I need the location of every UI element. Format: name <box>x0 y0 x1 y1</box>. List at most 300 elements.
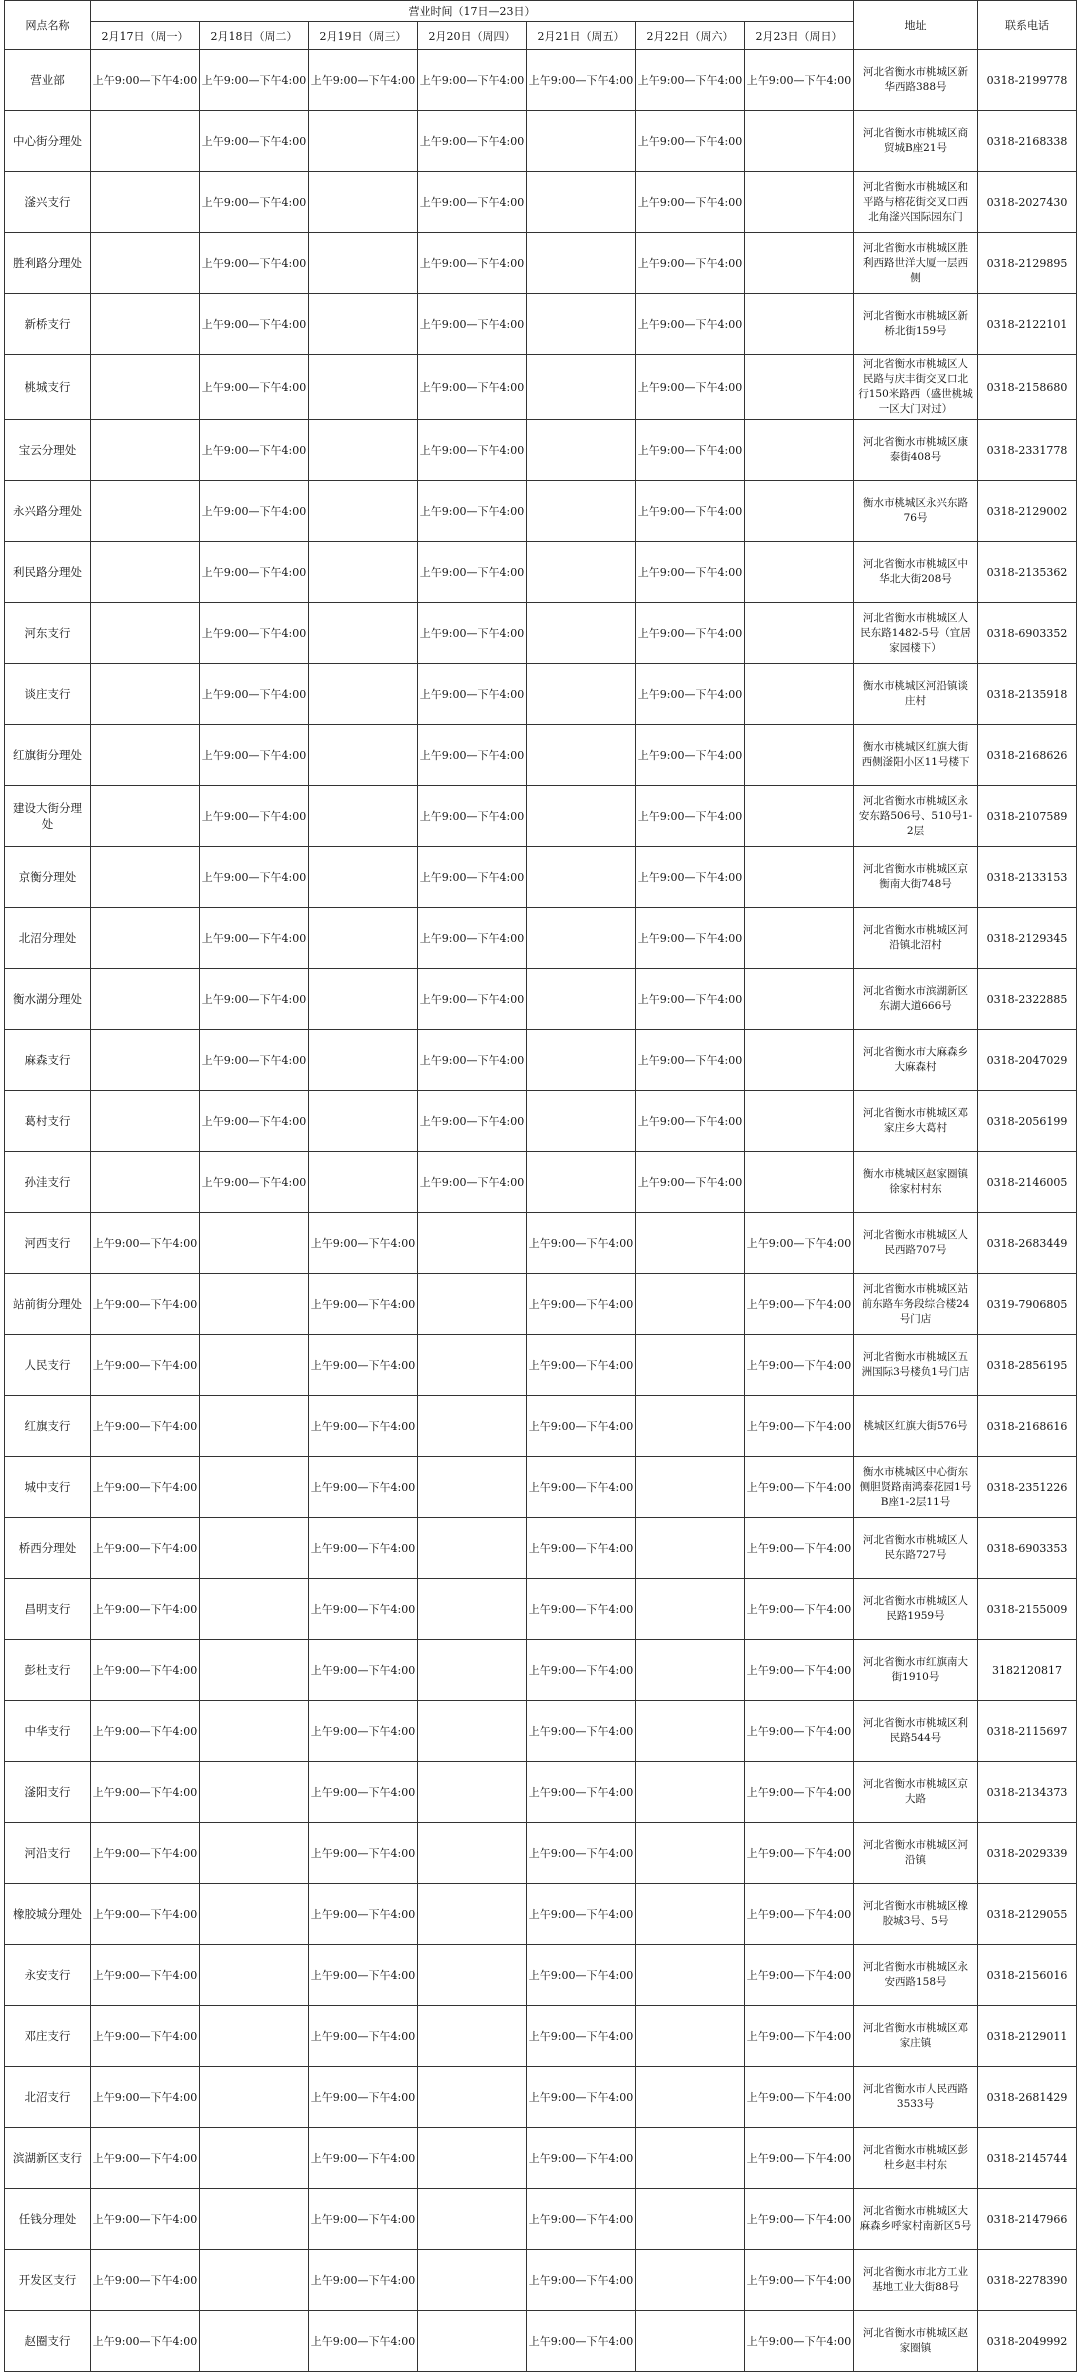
closed-cell <box>418 1579 527 1640</box>
branch-address: 衡水市桃城区赵家圈镇徐家村村东 <box>854 1152 978 1213</box>
hours-cell: 上午9:00—下午4:00 <box>745 1335 854 1396</box>
closed-cell <box>527 786 636 847</box>
table-body <box>5 50 1077 2372</box>
hours-cell: 上午9:00—下午4:00 <box>745 2006 854 2067</box>
hours-cell: 上午9:00—下午4:00 <box>91 2128 200 2189</box>
hours-cell: 上午9:00—下午4:00 <box>200 481 309 542</box>
branch-phone: 0318-2134373 <box>978 1762 1077 1823</box>
closed-cell <box>636 2250 745 2311</box>
closed-cell <box>91 1091 200 1152</box>
branch-name: 中心街分理处 <box>5 111 91 172</box>
closed-cell <box>418 1884 527 1945</box>
closed-cell <box>418 2006 527 2067</box>
day-header-5: 2月21日（周五） <box>527 22 636 50</box>
table-row <box>5 908 1077 969</box>
closed-cell <box>418 1640 527 1701</box>
branch-name: 红旗支行 <box>5 1396 91 1457</box>
closed-cell <box>527 1091 636 1152</box>
hours-cell: 上午9:00—下午4:00 <box>527 1518 636 1579</box>
hours-cell: 上午9:00—下午4:00 <box>745 1945 854 2006</box>
hours-cell: 上午9:00—下午4:00 <box>527 1213 636 1274</box>
closed-cell <box>200 1701 309 1762</box>
hours-cell: 上午9:00—下午4:00 <box>527 1579 636 1640</box>
hours-cell: 上午9:00—下午4:00 <box>200 294 309 355</box>
branch-phone: 0318-2107589 <box>978 786 1077 847</box>
table-row <box>5 172 1077 233</box>
closed-cell <box>527 664 636 725</box>
branch-phone: 0318-2029339 <box>978 1823 1077 1884</box>
branch-phone: 0318-2115697 <box>978 1701 1077 1762</box>
hours-cell: 上午9:00—下午4:00 <box>527 1396 636 1457</box>
branch-name: 胜利路分理处 <box>5 233 91 294</box>
hours-cell: 上午9:00—下午4:00 <box>309 2311 418 2372</box>
hours-cell: 上午9:00—下午4:00 <box>745 1518 854 1579</box>
hours-cell: 上午9:00—下午4:00 <box>91 1274 200 1335</box>
closed-cell <box>91 172 200 233</box>
closed-cell <box>745 111 854 172</box>
hours-cell: 上午9:00—下午4:00 <box>418 847 527 908</box>
branch-name: 永安支行 <box>5 1945 91 2006</box>
hours-cell: 上午9:00—下午4:00 <box>200 725 309 786</box>
table-row <box>5 1457 1077 1518</box>
table-row <box>5 111 1077 172</box>
closed-cell <box>527 294 636 355</box>
closed-cell <box>91 664 200 725</box>
hours-cell: 上午9:00—下午4:00 <box>91 2189 200 2250</box>
table-row <box>5 847 1077 908</box>
closed-cell <box>527 172 636 233</box>
branch-address: 河北省衡水市桃城区京大路 <box>854 1762 978 1823</box>
closed-cell <box>418 1945 527 2006</box>
branch-name: 衡水湖分理处 <box>5 969 91 1030</box>
branch-address: 河北省衡水市红旗南大街1910号 <box>854 1640 978 1701</box>
hours-group-header: 营业时间（17日—23日） <box>91 1 854 22</box>
hours-cell: 上午9:00—下午4:00 <box>309 1762 418 1823</box>
schedule-sheet <box>4 0 1076 2354</box>
closed-cell <box>636 1945 745 2006</box>
table-row <box>5 2311 1077 2372</box>
closed-cell <box>91 603 200 664</box>
hours-cell: 上午9:00—下午4:00 <box>200 1091 309 1152</box>
closed-cell <box>745 1152 854 1213</box>
branch-name: 建设大街分理处 <box>5 786 91 847</box>
branch-name: 邓庄支行 <box>5 2006 91 2067</box>
hours-cell: 上午9:00—下午4:00 <box>745 1640 854 1701</box>
closed-cell <box>309 1152 418 1213</box>
branch-phone: 0318-6903352 <box>978 603 1077 664</box>
branch-phone: 0318-2129011 <box>978 2006 1077 2067</box>
table-row <box>5 1396 1077 1457</box>
closed-cell <box>527 111 636 172</box>
closed-cell <box>309 1030 418 1091</box>
closed-cell <box>745 603 854 664</box>
hours-cell: 上午9:00—下午4:00 <box>418 111 527 172</box>
hours-cell: 上午9:00—下午4:00 <box>527 2128 636 2189</box>
hours-cell: 上午9:00—下午4:00 <box>309 1274 418 1335</box>
branch-phone: 0318-2156016 <box>978 1945 1077 2006</box>
hours-cell: 上午9:00—下午4:00 <box>91 1579 200 1640</box>
table-row <box>5 294 1077 355</box>
hours-cell: 上午9:00—下午4:00 <box>200 786 309 847</box>
closed-cell <box>745 786 854 847</box>
branch-phone: 3182120817 <box>978 1640 1077 1701</box>
closed-cell <box>91 969 200 1030</box>
closed-cell <box>309 664 418 725</box>
closed-cell <box>636 1762 745 1823</box>
branch-address: 河北省衡水市桃城区新华西路388号 <box>854 50 978 111</box>
closed-cell <box>418 1762 527 1823</box>
hours-cell: 上午9:00—下午4:00 <box>200 50 309 111</box>
branch-name: 谈庄支行 <box>5 664 91 725</box>
closed-cell <box>418 1396 527 1457</box>
hours-cell: 上午9:00—下午4:00 <box>418 233 527 294</box>
branch-name: 新桥支行 <box>5 294 91 355</box>
branch-name: 开发区支行 <box>5 2250 91 2311</box>
hours-cell: 上午9:00—下午4:00 <box>527 1945 636 2006</box>
hours-cell: 上午9:00—下午4:00 <box>636 664 745 725</box>
hours-cell: 上午9:00—下午4:00 <box>91 1701 200 1762</box>
hours-cell: 上午9:00—下午4:00 <box>636 1152 745 1213</box>
table-row <box>5 1213 1077 1274</box>
table-row <box>5 1518 1077 1579</box>
closed-cell <box>636 2311 745 2372</box>
closed-cell <box>745 725 854 786</box>
branch-address: 河北省衡水市人民西路3533号 <box>854 2067 978 2128</box>
hours-cell: 上午9:00—下午4:00 <box>745 1762 854 1823</box>
hours-cell: 上午9:00—下午4:00 <box>636 542 745 603</box>
hours-cell: 上午9:00—下午4:00 <box>418 481 527 542</box>
closed-cell <box>527 1030 636 1091</box>
hours-cell: 上午9:00—下午4:00 <box>418 1091 527 1152</box>
hours-cell: 上午9:00—下午4:00 <box>91 1823 200 1884</box>
hours-cell: 上午9:00—下午4:00 <box>745 1396 854 1457</box>
branch-phone: 0318-2056199 <box>978 1091 1077 1152</box>
hours-cell: 上午9:00—下午4:00 <box>91 1640 200 1701</box>
branch-address: 河北省衡水市桃城区人民路1959号 <box>854 1579 978 1640</box>
closed-cell <box>200 1884 309 1945</box>
hours-cell: 上午9:00—下午4:00 <box>309 2006 418 2067</box>
branch-name: 红旗街分理处 <box>5 725 91 786</box>
branch-name: 滨湖新区支行 <box>5 2128 91 2189</box>
hours-cell: 上午9:00—下午4:00 <box>418 725 527 786</box>
hours-cell: 上午9:00—下午4:00 <box>527 2250 636 2311</box>
hours-cell: 上午9:00—下午4:00 <box>745 2311 854 2372</box>
phone-header: 联系电话 <box>978 1 1077 50</box>
hours-cell: 上午9:00—下午4:00 <box>418 294 527 355</box>
closed-cell <box>309 786 418 847</box>
branch-address: 河北省衡水市桃城区橡胶城3号、5号 <box>854 1884 978 1945</box>
hours-cell: 上午9:00—下午4:00 <box>636 111 745 172</box>
closed-cell <box>91 481 200 542</box>
branch-phone: 0318-2278390 <box>978 2250 1077 2311</box>
hours-cell: 上午9:00—下午4:00 <box>200 664 309 725</box>
hours-cell: 上午9:00—下午4:00 <box>91 1335 200 1396</box>
header-row-top <box>5 1 1077 22</box>
branch-phone: 0318-2129345 <box>978 908 1077 969</box>
day-header-4: 2月20日（周四） <box>418 22 527 50</box>
closed-cell <box>309 420 418 481</box>
hours-cell: 上午9:00—下午4:00 <box>91 1762 200 1823</box>
closed-cell <box>309 725 418 786</box>
closed-cell <box>200 2067 309 2128</box>
branch-phone: 0318-2158680 <box>978 355 1077 420</box>
branch-address: 河北省衡水市桃城区新桥北街159号 <box>854 294 978 355</box>
table-row <box>5 786 1077 847</box>
branch-name: 麻森支行 <box>5 1030 91 1091</box>
hours-cell: 上午9:00—下午4:00 <box>636 725 745 786</box>
branch-phone: 0318-2146005 <box>978 1152 1077 1213</box>
closed-cell <box>200 1640 309 1701</box>
hours-cell: 上午9:00—下午4:00 <box>636 1091 745 1152</box>
branch-phone: 0318-2856195 <box>978 1335 1077 1396</box>
hours-cell: 上午9:00—下午4:00 <box>636 50 745 111</box>
table-row <box>5 2006 1077 2067</box>
closed-cell <box>418 1335 527 1396</box>
hours-cell: 上午9:00—下午4:00 <box>91 1396 200 1457</box>
branch-phone: 0318-2331778 <box>978 420 1077 481</box>
branch-address: 桃城区红旗大街576号 <box>854 1396 978 1457</box>
table-row <box>5 1762 1077 1823</box>
branch-address: 河北省衡水市桃城区人民东路1482-5号（宜居家园楼下） <box>854 603 978 664</box>
closed-cell <box>200 1945 309 2006</box>
hours-cell: 上午9:00—下午4:00 <box>418 969 527 1030</box>
closed-cell <box>200 2250 309 2311</box>
branch-phone: 0318-2199778 <box>978 50 1077 111</box>
hours-cell: 上午9:00—下午4:00 <box>745 2067 854 2128</box>
closed-cell <box>309 481 418 542</box>
closed-cell <box>91 420 200 481</box>
branch-address: 河北省衡水市桃城区邓家庄乡大葛村 <box>854 1091 978 1152</box>
hours-cell: 上午9:00—下午4:00 <box>527 1884 636 1945</box>
hours-cell: 上午9:00—下午4:00 <box>418 542 527 603</box>
day-header-6: 2月22日（周六） <box>636 22 745 50</box>
hours-cell: 上午9:00—下午4:00 <box>636 603 745 664</box>
hours-cell: 上午9:00—下午4:00 <box>91 2250 200 2311</box>
branch-name-header: 网点名称 <box>5 1 91 50</box>
hours-cell: 上午9:00—下午4:00 <box>91 2311 200 2372</box>
closed-cell <box>418 1213 527 1274</box>
branch-address: 河北省衡水市桃城区五洲国际3号楼负1号门店 <box>854 1335 978 1396</box>
branch-name: 昌明支行 <box>5 1579 91 1640</box>
branch-address: 河北省衡水市北方工业基地工业大街88号 <box>854 2250 978 2311</box>
branch-address: 河北省衡水市桃城区和平路与榕花街交叉口西北角滏兴国际园东门 <box>854 172 978 233</box>
closed-cell <box>200 1823 309 1884</box>
hours-cell: 上午9:00—下午4:00 <box>200 355 309 420</box>
closed-cell <box>200 1274 309 1335</box>
closed-cell <box>418 2311 527 2372</box>
closed-cell <box>636 1274 745 1335</box>
branch-phone: 0318-2351226 <box>978 1457 1077 1518</box>
hours-cell: 上午9:00—下午4:00 <box>309 1518 418 1579</box>
closed-cell <box>309 172 418 233</box>
address-header: 地址 <box>854 1 978 50</box>
branch-address: 河北省衡水市桃城区人民路与庆丰街交叉口北行150米路西（盛世桃城一区大门对过） <box>854 355 978 420</box>
table-row <box>5 969 1077 1030</box>
hours-cell: 上午9:00—下午4:00 <box>91 1213 200 1274</box>
table-row <box>5 1823 1077 1884</box>
branch-name: 京衡分理处 <box>5 847 91 908</box>
table-row <box>5 1884 1077 1945</box>
hours-cell: 上午9:00—下午4:00 <box>309 1213 418 1274</box>
hours-cell: 上午9:00—下午4:00 <box>91 1945 200 2006</box>
branch-address: 河北省衡水市桃城区赵家圈镇 <box>854 2311 978 2372</box>
hours-cell: 上午9:00—下午4:00 <box>418 664 527 725</box>
closed-cell <box>91 725 200 786</box>
closed-cell <box>91 294 200 355</box>
hours-cell: 上午9:00—下午4:00 <box>200 847 309 908</box>
hours-cell: 上午9:00—下午4:00 <box>527 1823 636 1884</box>
closed-cell <box>636 1335 745 1396</box>
branch-name: 北沼分理处 <box>5 908 91 969</box>
closed-cell <box>418 1274 527 1335</box>
hours-cell: 上午9:00—下午4:00 <box>745 50 854 111</box>
hours-cell: 上午9:00—下午4:00 <box>745 2250 854 2311</box>
branch-address: 河北省衡水市桃城区胜利西路世洋大厦一层西侧 <box>854 233 978 294</box>
day-header-2: 2月18日（周二） <box>200 22 309 50</box>
branch-phone: 0318-2135362 <box>978 542 1077 603</box>
closed-cell <box>636 2189 745 2250</box>
branch-name: 桃城支行 <box>5 355 91 420</box>
closed-cell <box>91 233 200 294</box>
hours-cell: 上午9:00—下午4:00 <box>91 1457 200 1518</box>
branch-address: 河北省衡水市桃城区永安西路158号 <box>854 1945 978 2006</box>
hours-cell: 上午9:00—下午4:00 <box>527 1457 636 1518</box>
branch-phone: 0318-2322885 <box>978 969 1077 1030</box>
hours-cell: 上午9:00—下午4:00 <box>418 1152 527 1213</box>
closed-cell <box>200 2311 309 2372</box>
closed-cell <box>745 1091 854 1152</box>
hours-cell: 上午9:00—下午4:00 <box>418 1030 527 1091</box>
closed-cell <box>309 542 418 603</box>
closed-cell <box>745 908 854 969</box>
hours-cell: 上午9:00—下午4:00 <box>745 1701 854 1762</box>
table-row <box>5 1274 1077 1335</box>
hours-cell: 上午9:00—下午4:00 <box>418 50 527 111</box>
closed-cell <box>636 1213 745 1274</box>
branch-address: 河北省衡水市桃城区河沿镇 <box>854 1823 978 1884</box>
closed-cell <box>91 908 200 969</box>
closed-cell <box>527 233 636 294</box>
table-row <box>5 1152 1077 1213</box>
hours-cell: 上午9:00—下午4:00 <box>745 1823 854 1884</box>
table-row <box>5 2189 1077 2250</box>
branch-name: 永兴路分理处 <box>5 481 91 542</box>
hours-cell: 上午9:00—下午4:00 <box>745 1579 854 1640</box>
branch-name: 营业部 <box>5 50 91 111</box>
hours-cell: 上午9:00—下午4:00 <box>636 908 745 969</box>
branch-name: 河东支行 <box>5 603 91 664</box>
branch-address: 河北省衡水市桃城区商贸城B座21号 <box>854 111 978 172</box>
branch-address: 衡水市桃城区红旗大街西侧滏阳小区11号楼下 <box>854 725 978 786</box>
closed-cell <box>418 2189 527 2250</box>
branch-name: 城中支行 <box>5 1457 91 1518</box>
closed-cell <box>745 847 854 908</box>
hours-cell: 上午9:00—下午4:00 <box>636 420 745 481</box>
branch-name: 中华支行 <box>5 1701 91 1762</box>
branch-phone: 0318-2135918 <box>978 664 1077 725</box>
hours-cell: 上午9:00—下午4:00 <box>527 2189 636 2250</box>
hours-cell: 上午9:00—下午4:00 <box>418 786 527 847</box>
closed-cell <box>636 2006 745 2067</box>
hours-cell: 上午9:00—下午4:00 <box>636 1030 745 1091</box>
branch-address: 河北省衡水市桃城区人民西路707号 <box>854 1213 978 1274</box>
hours-cell: 上午9:00—下午4:00 <box>91 1884 200 1945</box>
branch-phone: 0318-2145744 <box>978 2128 1077 2189</box>
hours-cell: 上午9:00—下午4:00 <box>200 542 309 603</box>
closed-cell <box>200 1579 309 1640</box>
table-row <box>5 2067 1077 2128</box>
hours-cell: 上午9:00—下午4:00 <box>527 1640 636 1701</box>
hours-cell: 上午9:00—下午4:00 <box>636 786 745 847</box>
branch-address: 河北省衡水市桃城区中华北大街208号 <box>854 542 978 603</box>
branch-name: 赵圈支行 <box>5 2311 91 2372</box>
closed-cell <box>745 233 854 294</box>
closed-cell <box>200 1457 309 1518</box>
table-row <box>5 355 1077 420</box>
hours-cell: 上午9:00—下午4:00 <box>745 1213 854 1274</box>
hours-cell: 上午9:00—下午4:00 <box>309 50 418 111</box>
branch-hours-table <box>4 0 1077 2372</box>
closed-cell <box>91 786 200 847</box>
hours-cell: 上午9:00—下午4:00 <box>636 294 745 355</box>
hours-cell: 上午9:00—下午4:00 <box>309 1945 418 2006</box>
hours-cell: 上午9:00—下午4:00 <box>527 2311 636 2372</box>
closed-cell <box>91 1030 200 1091</box>
table-row <box>5 481 1077 542</box>
branch-phone: 0318-2681429 <box>978 2067 1077 2128</box>
hours-cell: 上午9:00—下午4:00 <box>745 2189 854 2250</box>
closed-cell <box>309 969 418 1030</box>
closed-cell <box>200 1396 309 1457</box>
closed-cell <box>745 542 854 603</box>
closed-cell <box>200 1213 309 1274</box>
hours-cell: 上午9:00—下午4:00 <box>636 847 745 908</box>
branch-address: 河北省衡水市桃城区永安东路506号、510号1-2层 <box>854 786 978 847</box>
closed-cell <box>636 1457 745 1518</box>
branch-phone: 0318-2047029 <box>978 1030 1077 1091</box>
closed-cell <box>200 1335 309 1396</box>
closed-cell <box>745 355 854 420</box>
branch-phone: 0318-2129002 <box>978 481 1077 542</box>
table-row <box>5 2128 1077 2189</box>
branch-address: 衡水市桃城区河沿镇谈庄村 <box>854 664 978 725</box>
closed-cell <box>200 1762 309 1823</box>
branch-phone: 0318-2168616 <box>978 1396 1077 1457</box>
hours-cell: 上午9:00—下午4:00 <box>745 1457 854 1518</box>
branch-phone: 0318-2168626 <box>978 725 1077 786</box>
closed-cell <box>636 1823 745 1884</box>
branch-name: 河沿支行 <box>5 1823 91 1884</box>
closed-cell <box>527 355 636 420</box>
hours-cell: 上午9:00—下午4:00 <box>309 1396 418 1457</box>
hours-cell: 上午9:00—下午4:00 <box>309 1640 418 1701</box>
closed-cell <box>200 2006 309 2067</box>
hours-cell: 上午9:00—下午4:00 <box>309 1884 418 1945</box>
hours-cell: 上午9:00—下午4:00 <box>636 233 745 294</box>
branch-name: 滏阳支行 <box>5 1762 91 1823</box>
hours-cell: 上午9:00—下午4:00 <box>527 1274 636 1335</box>
closed-cell <box>309 111 418 172</box>
branch-name: 人民支行 <box>5 1335 91 1396</box>
hours-cell: 上午9:00—下午4:00 <box>309 1701 418 1762</box>
hours-cell: 上午9:00—下午4:00 <box>200 1030 309 1091</box>
day-header-7: 2月23日（周日） <box>745 22 854 50</box>
table-row <box>5 1335 1077 1396</box>
hours-cell: 上午9:00—下午4:00 <box>527 2006 636 2067</box>
table-row <box>5 542 1077 603</box>
hours-cell: 上午9:00—下午4:00 <box>745 1274 854 1335</box>
closed-cell <box>745 969 854 1030</box>
